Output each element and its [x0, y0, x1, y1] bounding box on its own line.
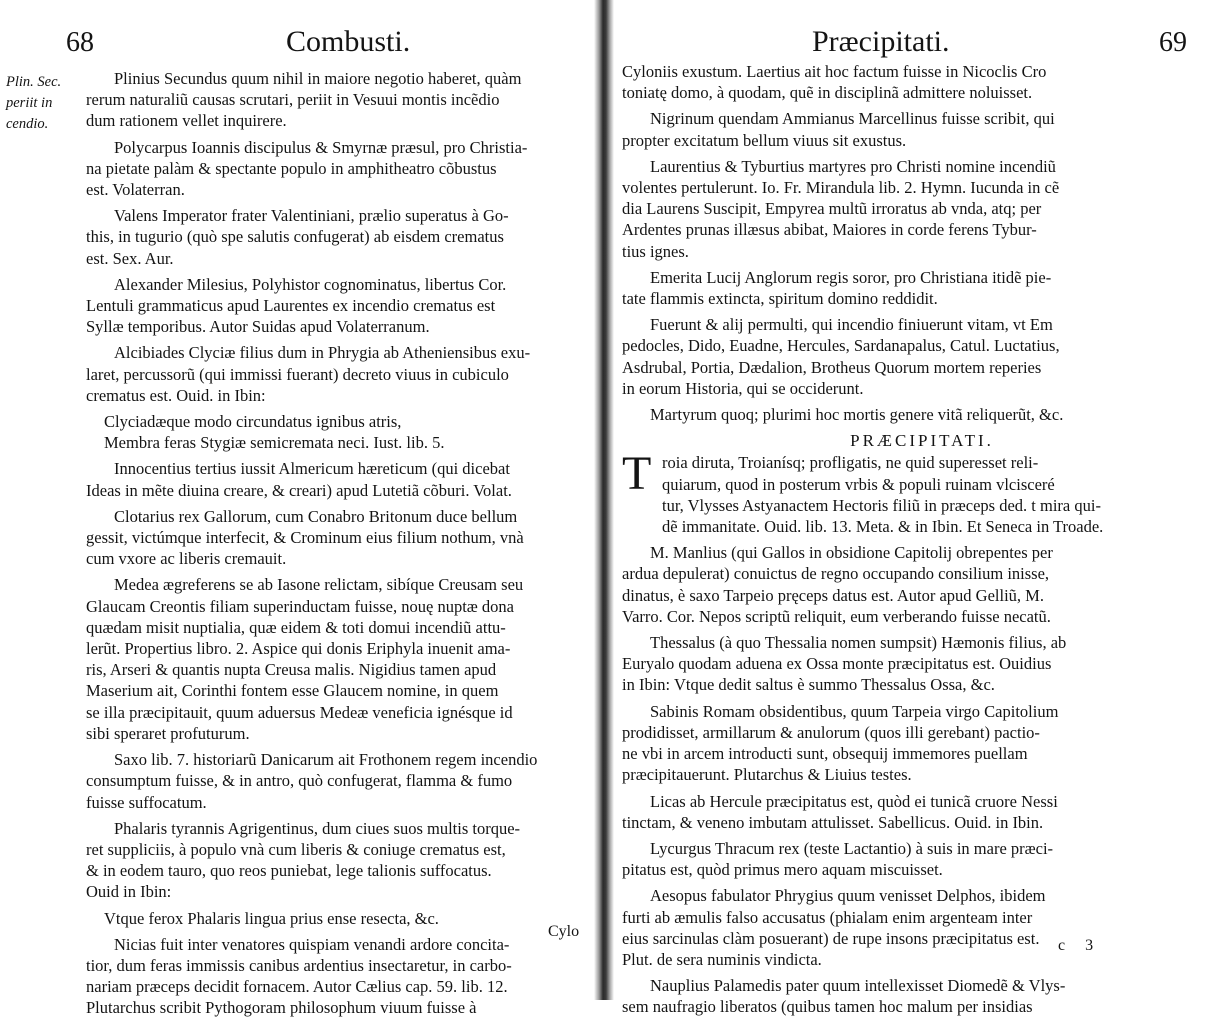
- text-line: præcipitauerunt. Plutarchus & Liuius testes.: [622, 765, 912, 785]
- paragraph: [622, 267, 1222, 309]
- text-line: Plinius Secundus quum nihil in maiore negotio haberet, quàm: [114, 69, 522, 88]
- text-line: dum rationem vellet inquirere.: [86, 111, 287, 131]
- text-line: consumptum fuisse, & in antro, quò confugerat, flamma & fumo: [86, 771, 513, 791]
- text-line: Phalaris tyrannis Agrigentinus, dum ciues suos multis torque-: [114, 818, 521, 838]
- book-gutter: [594, 0, 614, 1000]
- text-line: volentes pertulerunt. Io. Fr. Mirandula lib. 2. Hymn. Iucunda in cẽ: [622, 178, 1060, 198]
- text-line: tius ignes.: [622, 241, 689, 261]
- text-line: Ouid in Ibin:: [86, 882, 172, 902]
- text-line: Asdrubal, Portia, Dædalion, Brotheus Quorum mortem reperies: [622, 357, 1042, 377]
- text-line: Syllæ temporibus. Autor Suidas apud Volaterranum.: [86, 317, 430, 337]
- margin-note-line: Plin. Sec.: [6, 74, 62, 90]
- paragraph: [622, 404, 1222, 425]
- paragraph: [86, 274, 590, 338]
- paragraph: [86, 574, 590, 744]
- text-line: in Ibin: Vtque dedit saltus è summo Thessalus Ossa, &c.: [622, 675, 995, 695]
- text-line: roia diruta, Troianísq; profligatis, ne quid superesset reli-: [662, 453, 1039, 473]
- text-line: Ardentes prunas illæsus abibat, Maiores in corde ferens Tybur-: [622, 220, 1037, 240]
- paragraph: [622, 108, 1222, 150]
- text-line: Plut. de sera numinis vindicta.: [622, 949, 822, 969]
- text-line: Euryalo quodam aduena ex Ossa monte præcipitatus est. Ouidius: [622, 654, 1052, 674]
- text-line: Alcibiades Clyciæ filius dum in Phrygia ab Atheniensibus exu-: [114, 343, 531, 363]
- dropcap-paragraph: [622, 447, 1222, 537]
- paragraph: [622, 975, 1222, 1017]
- text-line: M. Manlius (qui Gallos in obsidione Capitolij obrepentes per: [650, 543, 1053, 563]
- text-line: prodidisset, armillarum & anulorum (quos illi gerebant) pactio-: [622, 722, 1040, 742]
- right-text-column: [622, 61, 1222, 1023]
- text-line: Maserium ait, Corinthi fontem esse Glaucem nomine, in quem: [86, 681, 499, 701]
- right-page-number: 69: [1159, 27, 1187, 58]
- text-line: cum vxore ac liberis cremauit.: [86, 549, 287, 569]
- text-line: sem naufragio liberatos (quibus tamen hoc malum per insidias: [622, 997, 1033, 1017]
- text-line: ne vbi in arcem introducti sunt, obsequij immemores puellam: [622, 744, 1028, 764]
- text-line: Nauplius Palamedis pater quum intellexisset Diomedẽ & Vlys-: [650, 976, 1066, 996]
- text-line: dẽ immanitate. Ouid. lib. 13. Meta. & in Ibin. Et Seneca in Troade.: [662, 517, 1104, 537]
- paragraph: [622, 632, 1222, 696]
- paragraph: [86, 458, 590, 500]
- margin-note-line: cendio.: [6, 116, 49, 132]
- text-line: nariam præceps decidit fornacem. Autor Cælius cap. 59. lib. 12.: [86, 977, 508, 997]
- text-line: pedocles, Dido, Euadne, Hercules, Sardanapalus, Catul. Luctatius,: [622, 336, 1060, 356]
- paragraph: [86, 205, 590, 269]
- text-line: toniatę domo, à quodam, quẽ in disciplinã admittere noluisset.: [622, 83, 1033, 103]
- text-line: tate flammis extincta, spiritum domino reddidit.: [622, 289, 938, 309]
- text-line: ardua depulerat) conuictus de regno occupando consilium inisse,: [622, 564, 1050, 584]
- paragraph: [622, 838, 1222, 880]
- paragraph: [86, 506, 590, 570]
- text-line: Clotarius rex Gallorum, cum Conabro Britonum duce bellum: [114, 506, 518, 526]
- catchword: Cylo: [548, 923, 580, 940]
- text-line: Fuerunt & alij permulti, qui incendio finiuerunt vitam, vt Em: [650, 315, 1053, 335]
- text-line: Alexander Milesius, Polyhistor cognominatus, libertus Cor.: [114, 274, 507, 294]
- text-line: Aesopus fabulator Phrygius quum venisset Delphos, ibidem: [650, 886, 1046, 906]
- margin-note-line: periit in: [6, 95, 53, 111]
- text-line: na pietate palàm & spectante populo in amphitheatro cõbustus: [86, 158, 497, 178]
- text-line: Lycurgus Thracum rex (teste Lactantio) à suis in mare præci-: [650, 838, 1054, 858]
- text-line: ris, Arseri & quantis nupta Creusa malis. Nigidius tamen apud: [86, 660, 497, 680]
- text-line: pitatus est, quòd primus mero aquam miscuisset.: [622, 860, 943, 880]
- text-line: Nigrinum quendam Ammianus Marcellinus fuisse scribit, qui: [650, 109, 1055, 129]
- text-line: furti ab æmulis falso accusatus (phialam enim argenteam inter: [622, 907, 1033, 927]
- text-line: Ideas in mẽte diuina creare, & creari) apud Lutetiã cõburi. Volat.: [86, 480, 512, 500]
- text-line: & in eodem tauro, quo reos puniebat, lege talionis suffocatus.: [86, 861, 492, 881]
- paragraph: [86, 137, 590, 201]
- margin-note: [6, 72, 76, 135]
- text-line: Membra feras Stygiæ semicremata neci. Iust. lib. 5.: [104, 433, 445, 453]
- text-line: est. Sex. Aur.: [86, 248, 174, 268]
- text-line: in eorum Historia, qui se occiderunt.: [622, 378, 864, 398]
- text-line: crematus est. Ouid. in Ibin:: [86, 385, 266, 405]
- paragraph: [622, 156, 1222, 262]
- verse-quotation: [86, 411, 590, 453]
- paragraph: [622, 885, 1222, 970]
- text-line: lerũt. Propertius libro. 2. Aspice qui donis Eriphyla inuenit ama-: [86, 639, 511, 659]
- text-line: Vtque ferox Phalaris lingua prius ense resecta, &c.: [104, 908, 439, 928]
- left-page-number: 68: [66, 27, 94, 58]
- text-line: rerum naturaliũ causas scrutari, periit in Vesuui montis incẽdio: [86, 90, 500, 110]
- paragraph: [622, 791, 1222, 833]
- paragraph: [86, 934, 590, 1019]
- text-line: propter excitatum bellum viuus sit exustus.: [622, 130, 907, 150]
- text-line: Cyloniis exustum. Laertius ait hoc factum fuisse in Nicoclis Cro: [622, 62, 1047, 81]
- text-line: Plutarchus scribit Pythogoram philosophum viuum fuisse à: [86, 998, 477, 1018]
- text-line: Licas ab Hercule præcipitatus est, quòd ei tunicã cruore Nessi: [650, 791, 1058, 811]
- text-line: Valens Imperator frater Valentiniani, prælio superatus à Go-: [114, 206, 509, 226]
- text-line: dia Laurens Suscipit, Empyrea multũ irroratus ab vnda, atq; per: [622, 199, 1042, 219]
- dropcap-letter: T: [622, 447, 652, 501]
- right-page: [612, 0, 1231, 1017]
- text-line: Innocentius tertius iussit Almericum hæreticum (qui dicebat: [114, 459, 510, 479]
- paragraph: [86, 342, 590, 406]
- text-line: tior, dum feras immissis canibus ardentius insectaretur, in carbo-: [86, 955, 512, 975]
- paragraph: [86, 818, 590, 903]
- text-line: Medea ægreferens se ab Iasone relictam, sibíque Creusam seu: [114, 575, 524, 595]
- text-line: sibi speraret profuturum.: [86, 723, 250, 743]
- text-line: tinctam, & veneno imbutam attulisset. Sabellicus. Ouid. in Ibin.: [622, 812, 1044, 832]
- text-line: fuisse suffocatum.: [86, 792, 207, 812]
- paragraph: [622, 542, 1222, 627]
- text-line: Martyrum quoq; plurimi hoc mortis genere vitã reliquerũt, &c.: [650, 405, 1064, 425]
- text-line: Sabinis Romam obsidentibus, quum Tarpeia virgo Capitolium: [650, 701, 1059, 721]
- text-line: Emerita Lucij Anglorum regis soror, pro Christiana itidẽ pie-: [650, 267, 1052, 287]
- text-line: se illa præcipitauit, quum aduersus Medeæ veneficia ignésque id: [86, 702, 513, 722]
- text-line: gessit, victúmque interfecit, & Crominum eius filium nothum, vnà: [86, 528, 524, 548]
- paragraph: [622, 701, 1222, 786]
- text-line: laret, percussorũ (qui immissi fuerant) decreto viuus in cubiculo: [86, 364, 509, 384]
- right-running-head: Præcipitati.: [812, 25, 950, 58]
- signature-mark: c 3: [1058, 937, 1102, 954]
- paragraph: [622, 314, 1222, 399]
- text-line: Polycarpus Ioannis discipulus & Smyrnæ præsul, pro Christia-: [114, 137, 528, 157]
- verse-quotation: [86, 908, 590, 929]
- left-text-column: [86, 68, 590, 1024]
- text-line: Varro. Cor. Nepos scriptũ reliquit, eum verberando fuisse necatũ.: [622, 606, 1051, 626]
- left-running-head: Combusti.: [286, 25, 411, 58]
- paragraph: [86, 749, 590, 813]
- text-line: this, in tugurio (quò spe salutis confugerat) ab eisdem crematus: [86, 227, 504, 247]
- text-line: est. Volaterran.: [86, 180, 185, 200]
- text-line: eius sarcinulas clàm posuerant) de rupe insons præcipitatus est.: [622, 928, 1040, 948]
- left-page: [0, 0, 596, 1018]
- text-line: Saxo lib. 7. historiarũ Danicarum ait Frothonem regem incendio: [114, 750, 538, 770]
- text-line: dinatus, è saxo Tarpeio pręceps datus est. Autor apud Gelliũ, M.: [622, 585, 1044, 605]
- text-line: quædam misit nuptialia, quæ eidem & toti domui incendiũ attu-: [86, 617, 506, 637]
- text-line: Nicias fuit inter venatores quispiam venandi ardore concita-: [114, 934, 510, 954]
- section-title: PRÆCIPITATI.: [850, 431, 994, 451]
- text-line: Lentuli grammaticus apud Laurentes ex incendio crematus est: [86, 296, 496, 316]
- text-line: Clyciadæque modo circundatus ignibus atris,: [104, 412, 402, 432]
- paragraph: [86, 68, 590, 132]
- paragraph: [622, 61, 1222, 103]
- text-line: tur, Vlysses Astyanactem Hectoris filiũ in præceps ded. t mira qui-: [662, 495, 1101, 515]
- text-line: Thessalus (à quo Thessalia nomen sumpsit) Hæmonis filius, ab: [650, 633, 1067, 653]
- text-line: quiarum, quod in posterum vrbis & populi ruinam vlcisceré: [662, 474, 1055, 494]
- text-line: Laurentius & Tyburtius martyres pro Christi nomine incendiũ: [650, 156, 1056, 176]
- text-line: ret suppliciis, à populo vnà cum liberis & coniuge crematus est,: [86, 839, 506, 859]
- text-line: Glaucam Creontis filiam superinductam fuisse, nouę nuptæ dona: [86, 596, 514, 616]
